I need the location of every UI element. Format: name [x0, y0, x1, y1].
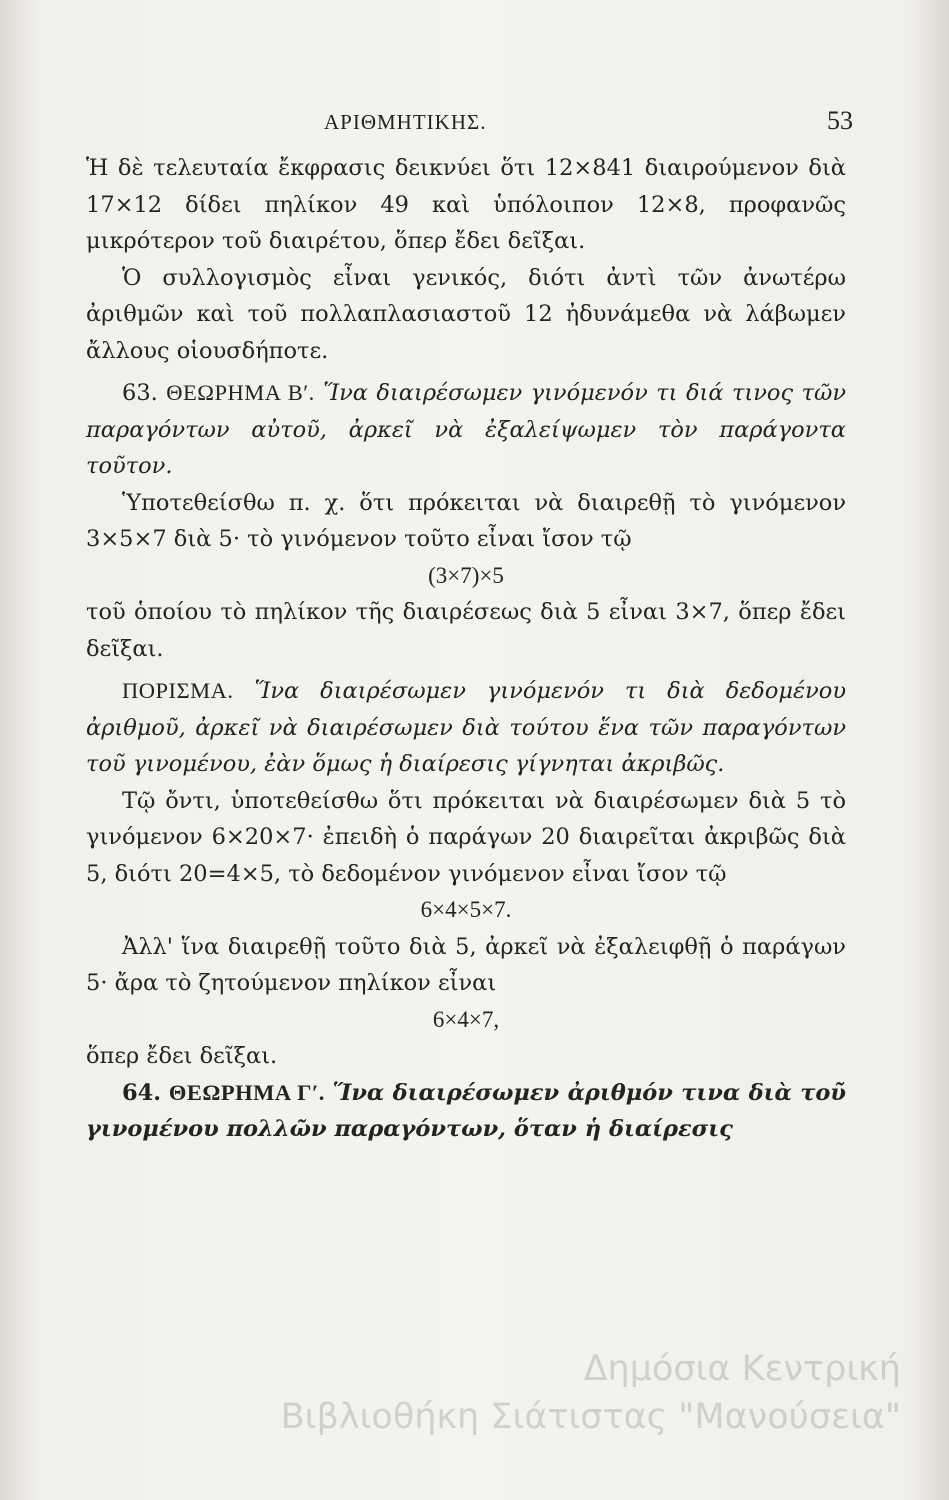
theorem-statement: Ἵνα διαιρέσωμεν ἀριθμόν τινα διὰ τοῦ γινομένου πολλῶν παραγόντων, ὅταν ἡ διαίρεσις	[86, 1079, 846, 1142]
formula: 6×4×5×7.	[420, 897, 512, 922]
paragraph: Ὁ συλλογισμὸς εἶναι γενικός, διότι ἀντὶ τῶν ἀνωτέρω ἀριθμῶν καὶ τοῦ πολλαπλασιαστοῦ 12 ἠδυνάμεθα νὰ λάβωμεν ἄλλους οἱουσδήποτε.	[86, 264, 846, 364]
corollary-label: ΠΟΡΙΣΜΑ.	[122, 678, 234, 703]
watermark-line: Δημόσια Κεντρική	[583, 1349, 901, 1389]
corollary	[86, 673, 846, 783]
qed: ὅπερ ἔδει δεῖξαι.	[86, 1043, 278, 1069]
section-number: 63.	[122, 380, 158, 406]
formula: (3×7)×5	[428, 562, 504, 588]
corollary-statement: Ἵνα διαιρέσωμεν γινόμενόν τι διὰ δεδομένου ἀριθμοῦ, ἀρκεῖ νὰ διαιρέσωμεν διὰ τούτου ἕνα τῶν παραγόντων τοῦ γινομένου, ἐὰν ὅμως ἡ διαίρεσις γίγνηται ἀκριβῶς.	[86, 678, 846, 777]
theorem-statement: Ἵνα διαιρέσωμεν γινόμενόν τι διά τινος τῶν παραγόντων αὐτοῦ, ἀρκεῖ νὰ ἐξαλείψωμεν τὸν παράγοντα τοῦτον.	[86, 380, 847, 479]
theorem-b	[86, 375, 846, 485]
proof-intro: Ὑποτεθείσθω π. χ. ὅτι πρόκειται νὰ διαιρεθῇ τὸ γινόμενον 3×5×7 διὰ 5· τὸ γινόμενον τοῦτο εἶναι ἴσον τῷ	[86, 489, 846, 552]
formula: 6×4×7,	[432, 1006, 500, 1032]
library-watermark	[281, 1345, 901, 1441]
theorem-label: ΘΕΩΡΗΜΑ Γ′.	[168, 1079, 325, 1105]
paragraph: Ἡ δὲ τελευταία ἔκφρασις δεικνύει ὅτι 12×841 διαιρούμενον διὰ 17×12 δίδει πηλίκον 49 καὶ ὑπόλοιπον 12×8, προφανῶς μικρότερον τοῦ διαιρέτου, ὅπερ ἔδει δεῖξαι.	[86, 155, 846, 254]
example-intro: Τῷ ὄντι, ὑποτεθείσθω ὅτι πρόκειται νὰ διαιρέσωμεν διὰ 5 τὸ γινόμενον 6×20×7· ἐπειδὴ ὁ παράγων 20 διαιρεῖται ἀκριβῶς διὰ 5, διότι 20=4×5, τὸ δεδομένον γινόμενον εἶναι ἴσον τῷ	[86, 787, 846, 887]
page-body	[86, 150, 846, 1148]
section-number: 64.	[122, 1079, 162, 1106]
watermark-line: Βιβλιοθήκη Σιάτιστας "Μανούσεια"	[280, 1397, 901, 1437]
theorem-label: ΘΕΩΡΗΜΑ Β′.	[166, 380, 315, 405]
running-title: ΑΡΙΘΜΗΤΙΚΗΣ.	[324, 110, 487, 134]
page-header	[88, 104, 853, 140]
paragraph: Ἀλλ' ἵνα διαιρεθῇ τοῦτο διὰ 5, ἀρκεῖ νὰ ἐξαλειφθῇ ὁ παράγων 5· ἄρα τὸ ζητούμενον πηλίκον εἶναι	[86, 933, 846, 996]
proof-end: τοῦ ὁποίου τὸ πηλίκον τῆς διαιρέσεως διὰ 5 εἶναι 3×7, ὅπερ ἔδει δεῖξαι.	[86, 599, 846, 662]
theorem-c	[86, 1075, 846, 1148]
page-number: 53	[827, 106, 853, 135]
